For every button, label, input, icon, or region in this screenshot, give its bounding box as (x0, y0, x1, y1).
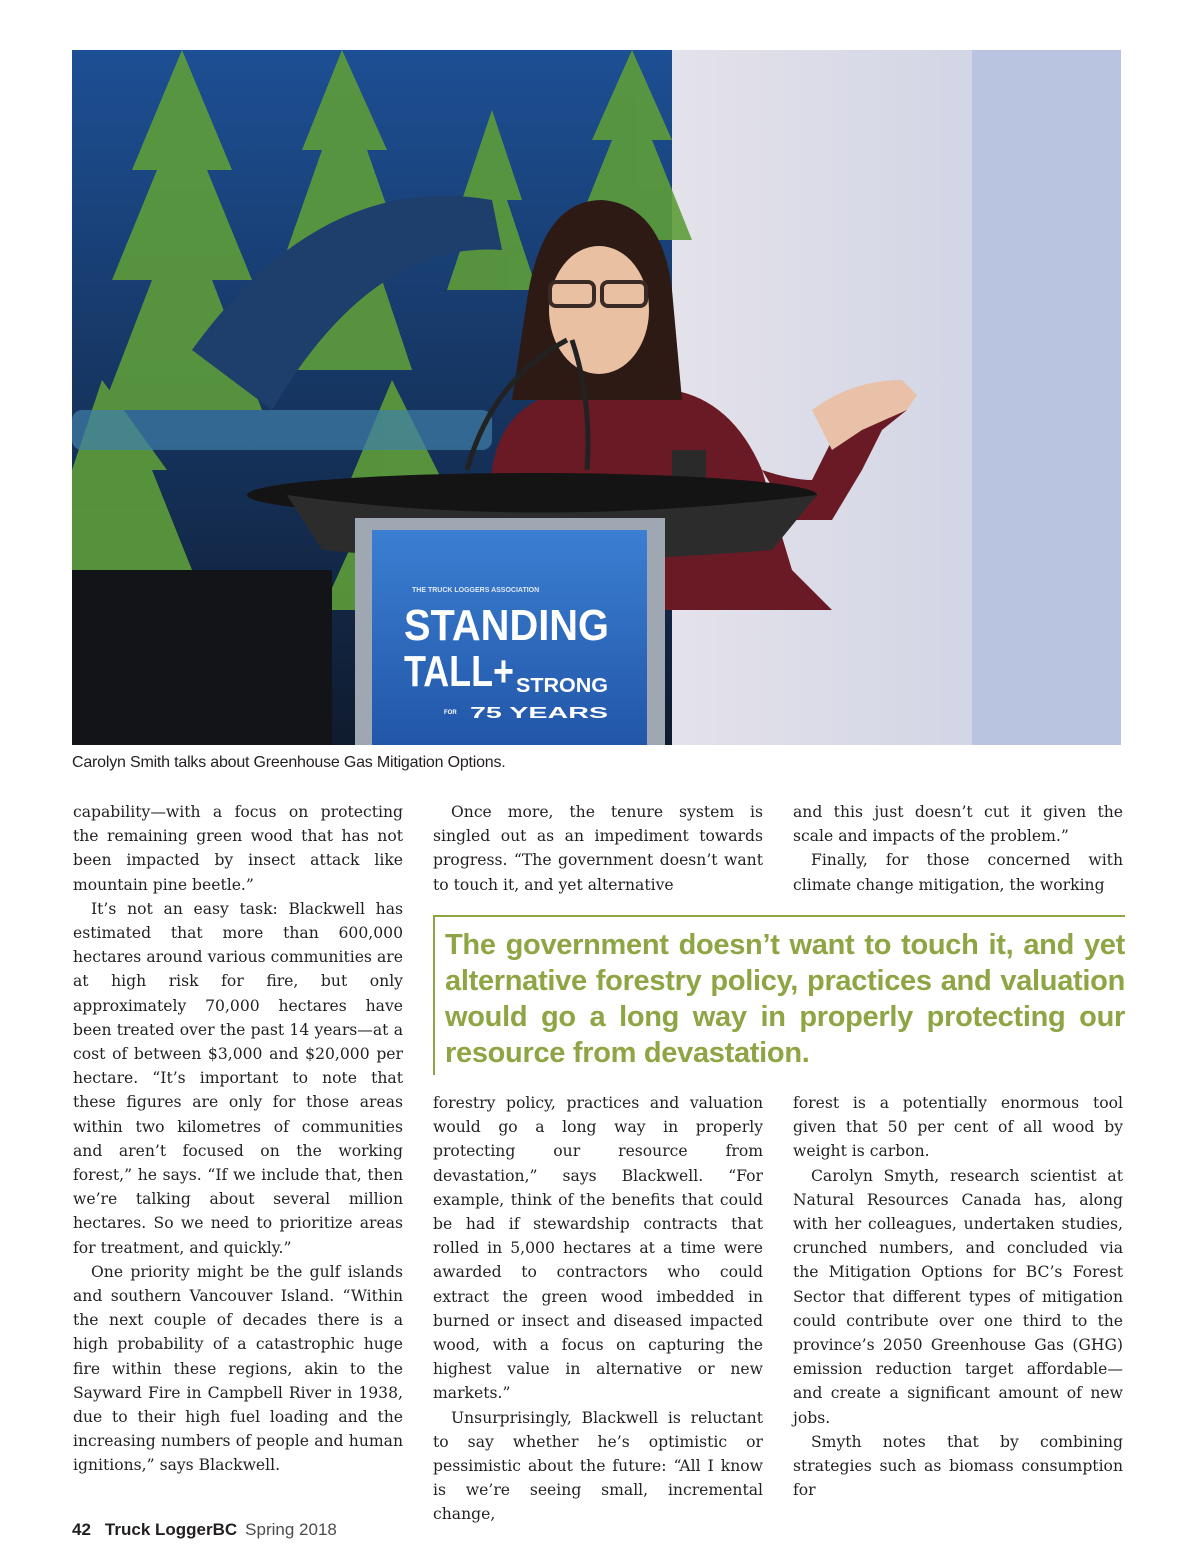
page-number: 42 (72, 1520, 91, 1539)
body-paragraph: It’s not an easy task: Blackwell has estimated that more than 600,000 hectares around various communities are at high risk for fire, but only approximately 70,000 hectares have been treated over the past 14 years—at a cost of between $3,000 and $20,000 per hectare. “It’s important to note that these figures are only for those areas within two kilometres of communities and aren’t focused on the working forest,” he says. “If we include that, then we’re talking about several million hectares. So we need to prioritize areas for treatment, and quickly.” (73, 899, 403, 1257)
body-paragraph: Finally, for those concerned with climate change mitigation, the working (793, 851, 1123, 894)
body-paragraph: Unsurprisingly, Blackwell is reluctant to say whether he’s optimistic or pessimistic about the future: “All I know is we’re seeing small, incremental change, (433, 1408, 763, 1524)
podium-years: 75 YEARS (470, 705, 609, 722)
podium-subtitle: THE TRUCK LOGGERS ASSOCIATION (412, 587, 540, 594)
body-paragraph: forestry policy, practices and valuation would go a long way in properly protecting our resource from devastation,” says Blackwell. “For example, think of the benefits that could be had if stewardship contracts that rolled in 5,000 hectares at a time were awarded to contractors who could extract the green wood imbedded in burned or insect and diseased impacted wood, with a focus on capturing the highest value in alternative or new markets.” (433, 1094, 763, 1403)
speaker-photo (72, 50, 1121, 745)
body-paragraph: Once more, the tenure system is singled out as an impediment towards progress. “The government doesn’t want to touch it, and yet alternative (433, 803, 763, 894)
article-column-2-bottom (433, 1091, 763, 1527)
podium-for: FOR (444, 710, 457, 716)
body-paragraph: forest is a potentially enormous tool given that 50 per cent of all wood by weight is carbon. (793, 1094, 1123, 1161)
body-paragraph: Smyth notes that by combining strategies such as biomass consumption for (793, 1432, 1123, 1500)
photo-caption: Carolyn Smith talks about Greenhouse Gas Mitigation Options. (72, 754, 506, 771)
podium-tall: TALL+ (404, 647, 514, 696)
magazine-name: Truck LoggerBC (104, 1520, 238, 1539)
pull-quote-text: The government doesn’t want to touch it, and yet alternative forestry policy, practices and valuation would go a long way in properly protecting our resource from devastation. (445, 929, 1125, 1069)
issue-label: Spring 2018 (245, 1520, 337, 1539)
body-paragraph: Carolyn Smyth, research scientist at Natural Resources Canada has, along with her colleagues, undertaken studies, crunched numbers, and concluded via the Mitigation Options for BC’s Forest Sector that different types of mitigation could contribute over one third to the province’s 2050 Greenhouse Gas (GHG) emission reduction target affordable—and create a significant amount of new jobs. (793, 1166, 1123, 1427)
speaker-photo-illustration (72, 50, 1121, 745)
page-footer (72, 1520, 337, 1540)
podium-standing: STANDING (404, 601, 609, 650)
body-paragraph: capability—with a focus on protecting the remaining green wood that has not been impacted by insect attack like mountain pine beetle.” (73, 803, 403, 894)
article-column-2-top (433, 800, 763, 897)
body-paragraph: One priority might be the gulf islands and southern Vancouver Island. “Within the next couple of decades there is a high probability of a catastrophic huge fire within these regions, akin to the Sayward Fire in Campbell River in 1938, due to their high fuel loading and the increasing numbers of people and human ignitions,” says Blackwell. (73, 1262, 403, 1475)
article-column-3-bottom (793, 1091, 1123, 1502)
article-column-3-top (793, 800, 1123, 897)
pull-quote (433, 915, 1125, 1075)
body-paragraph: and this just doesn’t cut it given the scale and impacts of the problem.” (793, 803, 1123, 846)
article-column-1 (73, 800, 403, 1478)
podium-strong: STRONG (516, 675, 608, 697)
